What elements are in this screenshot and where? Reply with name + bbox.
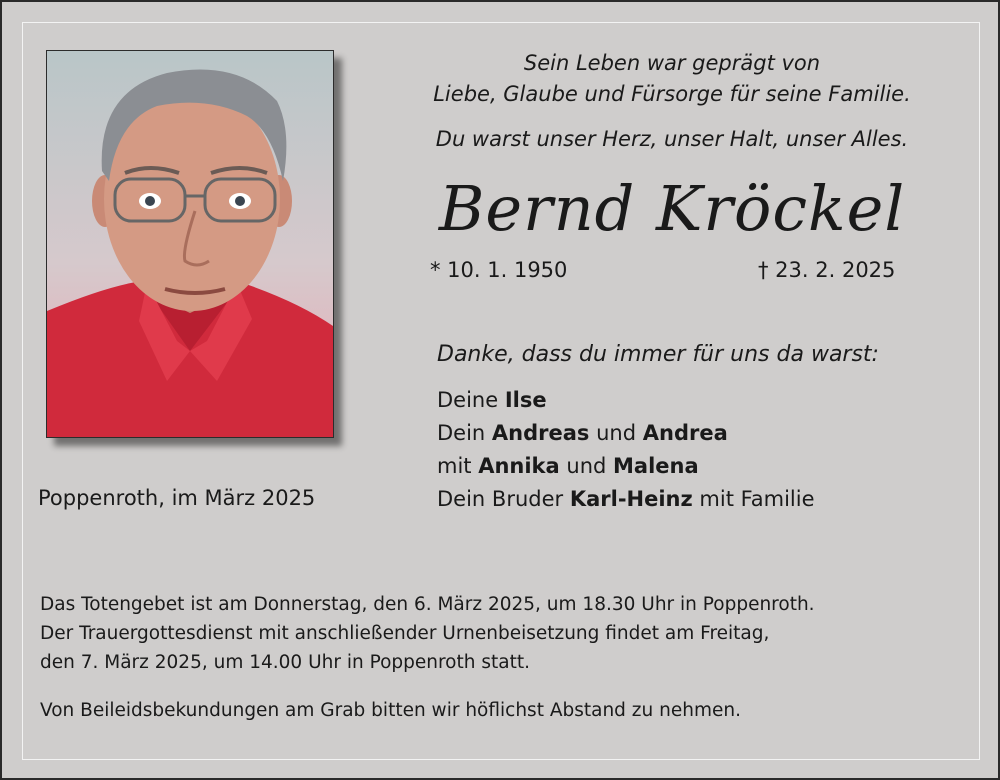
portrait-frame — [46, 50, 334, 438]
closing-note: Von Beileidsbekundungen am Grab bitten wir höflichst Abstand zu nehmen. — [40, 700, 741, 721]
portrait-photo — [47, 51, 333, 437]
notice-line: den 7. März 2025, um 14.00 Uhr in Poppenroth statt. — [40, 652, 530, 673]
mourners-list — [437, 384, 815, 516]
quote-line: Sein Leben war geprägt von — [523, 51, 821, 75]
birth-date: * 10. 1. 1950 — [430, 258, 568, 282]
thanks-line: Danke, dass du immer für uns da warst: — [437, 342, 879, 367]
notice-line: Der Trauergottesdienst mit anschließender Urnenbeisetzung findet am Freitag, — [40, 623, 770, 644]
quote-block — [382, 48, 962, 110]
deceased-name: Bernd Kröckel — [438, 172, 906, 245]
funeral-notice — [40, 590, 815, 677]
notice-line: Das Totengebet ist am Donnerstag, den 6. März 2025, um 18.30 Uhr in Poppenroth. — [40, 594, 815, 615]
death-date: † 23. 2. 2025 — [758, 258, 896, 282]
mourner-line: Deine Ilse — [437, 388, 547, 412]
place-date: Poppenroth, im März 2025 — [38, 486, 316, 510]
mourner-line: Dein Bruder Karl-Heinz mit Familie — [437, 487, 815, 511]
mourner-line: mit Annika und Malena — [437, 454, 699, 478]
mourner-line: Dein Andreas und Andrea — [437, 421, 728, 445]
quote-line: Du warst unser Herz, unser Halt, unser Alles. — [435, 127, 909, 151]
quote-line: Liebe, Glaube und Fürsorge für seine Familie. — [433, 82, 911, 106]
